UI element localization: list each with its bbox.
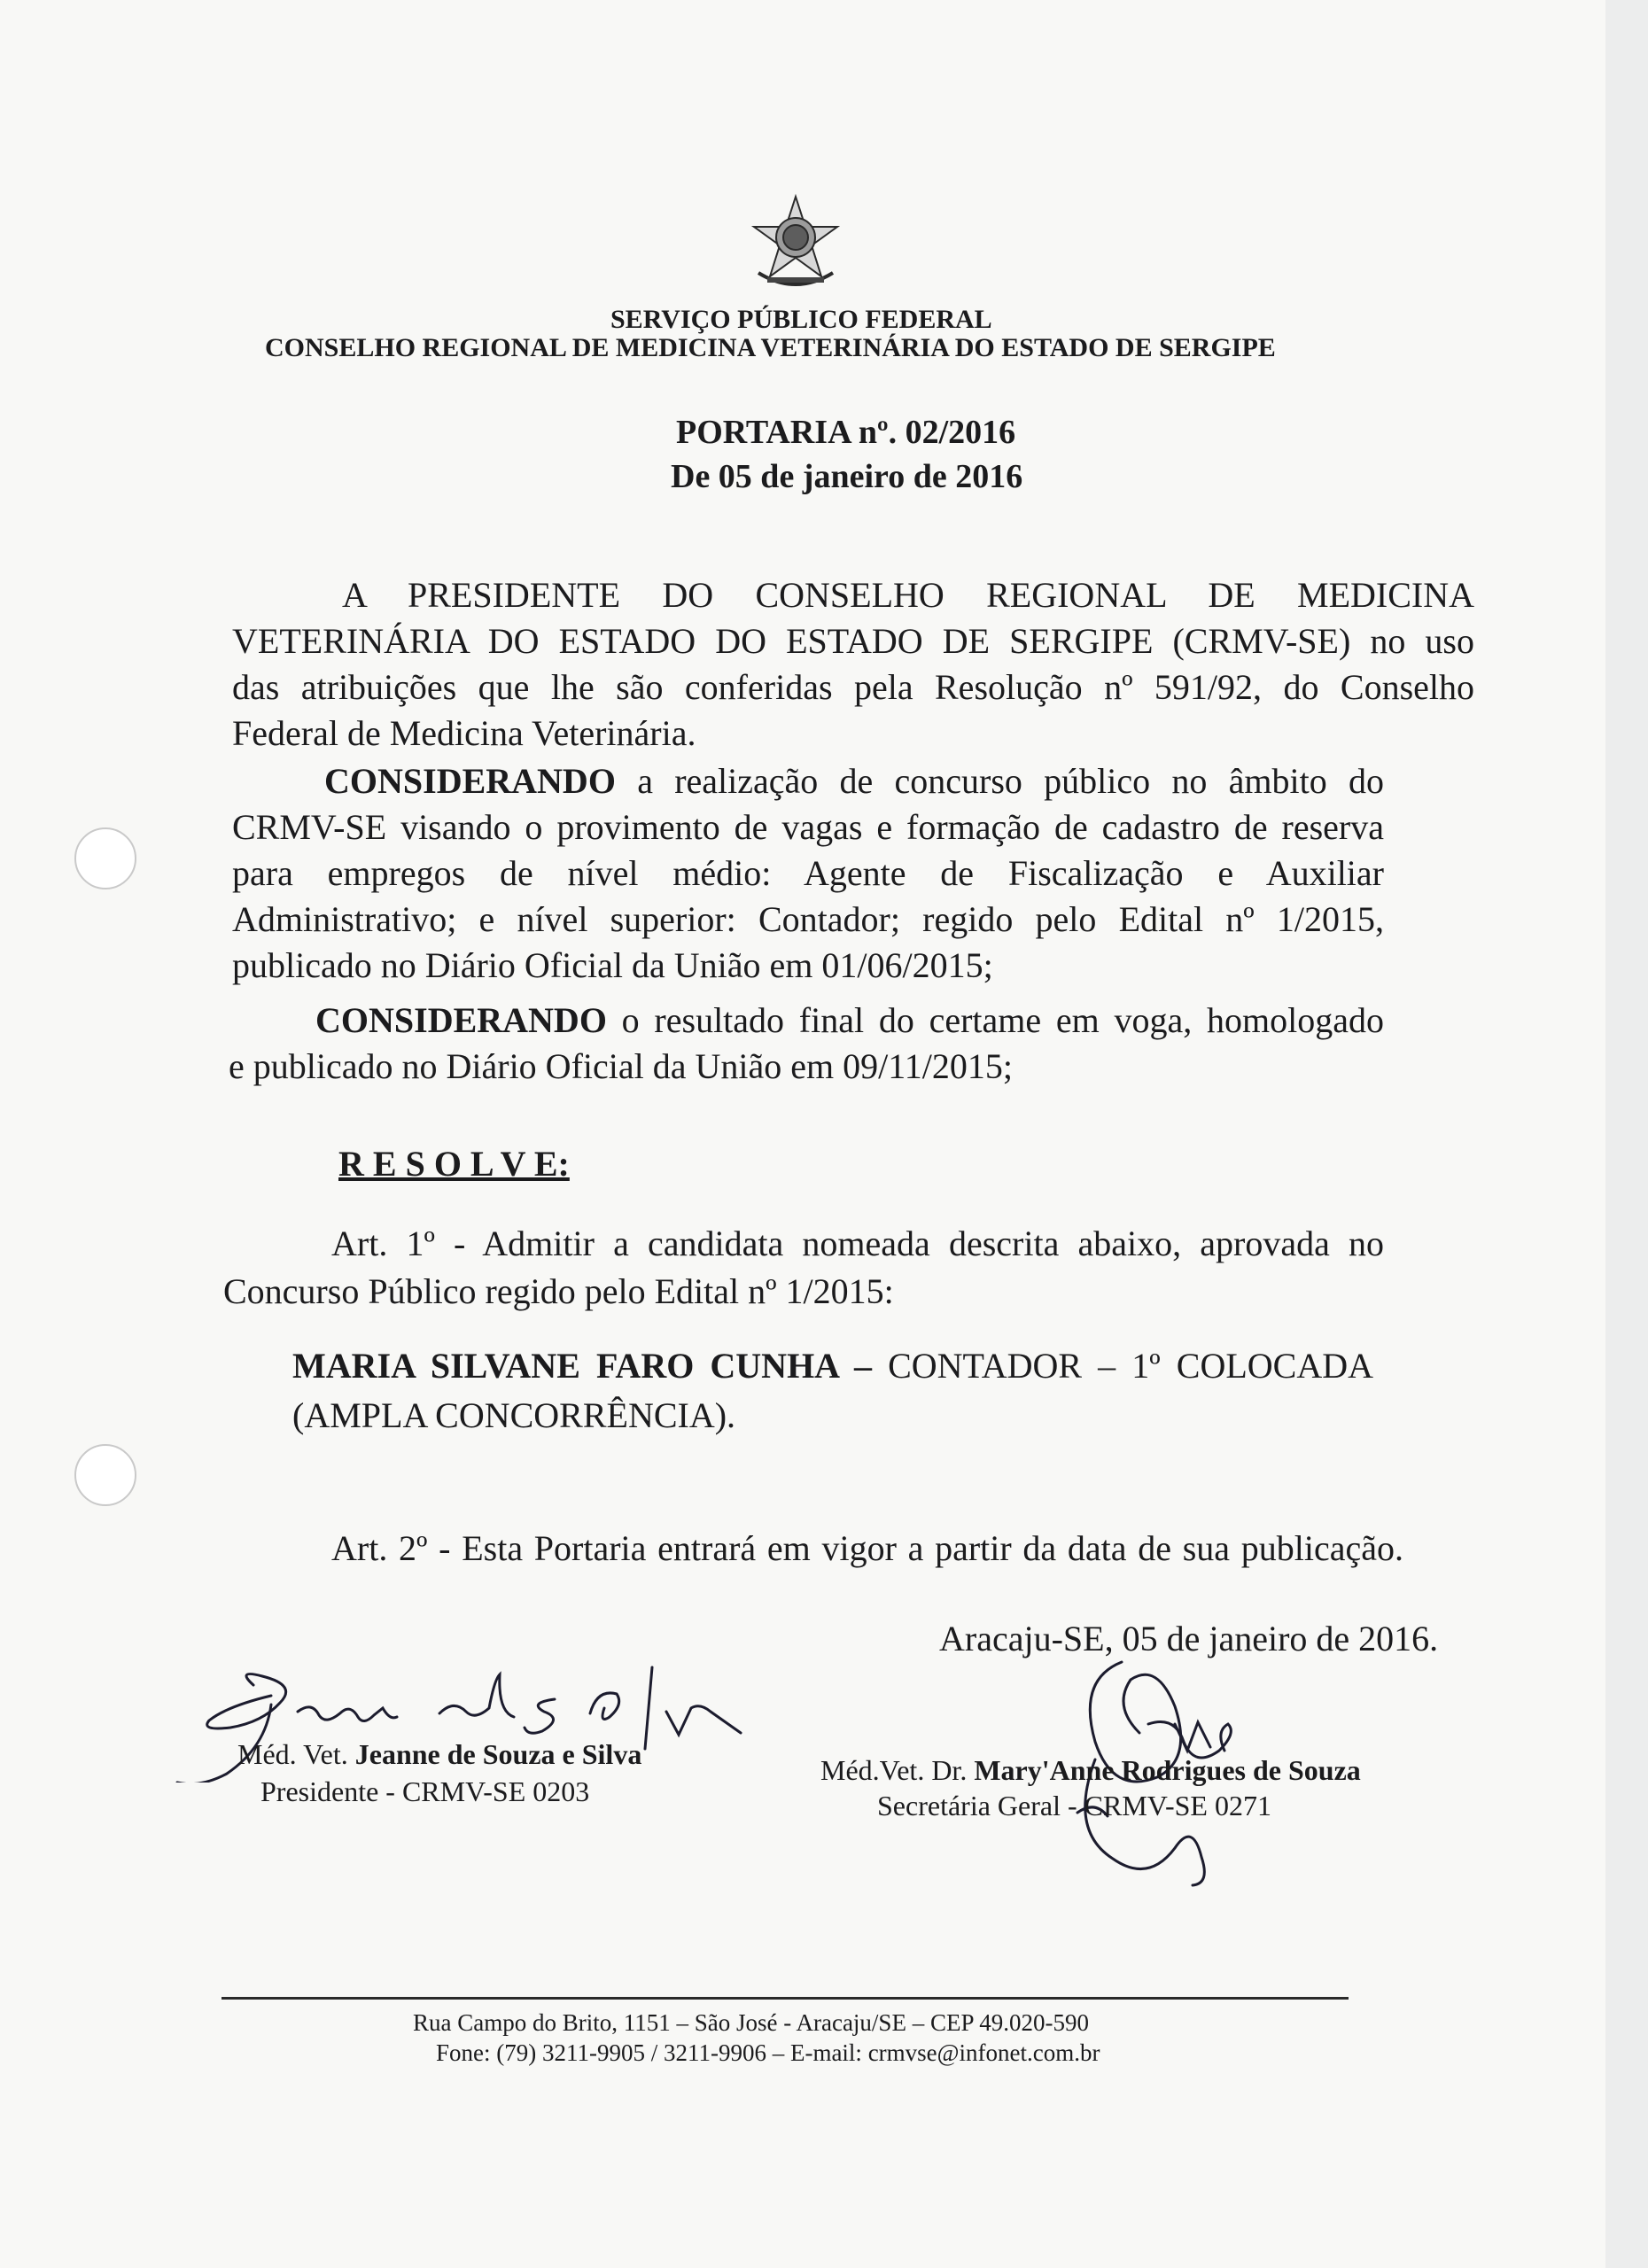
- considerando-line: [324, 760, 1384, 802]
- preamble-line: VETERINÁRIA DO ESTADO DO ESTADO DE SERGIPE (CRMV-SE) no uso: [232, 621, 1474, 661]
- resolve-heading: R E S O L V E:: [338, 1144, 570, 1184]
- article-2: Art. 2º - Esta Portaria entrará em vigor a partir da data de sua publicação.: [331, 1528, 1403, 1568]
- preamble-line: Federal de Medicina Veterinária.: [232, 713, 696, 753]
- considerando-line: Administrativo; e nível superior: Contador; regido pelo Edital nº 1/2015,: [232, 899, 1384, 939]
- portaria-date: De 05 de janeiro de 2016: [671, 458, 1023, 495]
- signatory-left-line: [237, 1738, 641, 1771]
- signatory-left-name: Jeanne de Souza e Silva: [354, 1738, 642, 1770]
- punch-hole: [74, 1444, 136, 1506]
- signatory-left-role: Presidente - CRMV-SE 0203: [260, 1775, 590, 1807]
- signatory-right-line: [820, 1754, 1361, 1787]
- service-heading: SERVIÇO PÚBLICO FEDERAL: [610, 305, 992, 334]
- footer-rule: [222, 1997, 1349, 2000]
- considerando-line: e publicado no Diário Oficial da União em 09/11/2015;: [229, 1046, 1013, 1086]
- candidate-line: [292, 1345, 1373, 1386]
- place-date: Aracaju-SE, 05 de janeiro de 2016.: [939, 1619, 1439, 1658]
- considerando-line: CRMV-SE visando o provimento de vagas e formação de cadastro de reserva: [232, 807, 1384, 847]
- preamble-line: A PRESIDENTE DO CONSELHO REGIONAL DE MEDICINA: [342, 575, 1474, 615]
- article-line: Concurso Público regido pelo Edital nº 1/2015:: [223, 1271, 894, 1311]
- footer-contact: Fone: (79) 3211-9905 / 3211-9906 – E-mail: crmvse@infonet.com.br: [436, 2039, 1100, 2066]
- considerando-keyword: CONSIDERANDO: [324, 761, 616, 801]
- considerando-line: [315, 999, 1384, 1041]
- portaria-number: PORTARIA nº. 02/2016: [676, 414, 1016, 451]
- footer-address: Rua Campo do Brito, 1151 – São José - Aracaju/SE – CEP 49.020-590: [413, 2009, 1089, 2036]
- candidate-name: MARIA SILVANE FARO CUNHA –: [292, 1346, 872, 1386]
- considerando-keyword: CONSIDERANDO: [315, 1000, 607, 1040]
- preamble-line: das atribuições que lhe são conferidas pela Resolução nº 591/92, do Conselho: [232, 667, 1474, 707]
- signatory-right-prefix: Méd.Vet. Dr.: [820, 1754, 975, 1786]
- signatory-right-name: Mary'Anne Rodrigues de Souza: [974, 1754, 1361, 1786]
- article-line: Art. 1º - Admitir a candidata nomeada descrita abaixo, aprovada no: [331, 1223, 1384, 1263]
- considerando-text: o resultado final do certame em voga, homologado: [606, 1000, 1384, 1040]
- considerando-line: para empregos de nível médio: Agente de Fiscalização e Auxiliar: [232, 853, 1384, 893]
- punch-hole: [74, 827, 136, 889]
- council-heading: CONSELHO REGIONAL DE MEDICINA VETERINÁRIA DO ESTADO DE SERGIPE: [265, 333, 1276, 362]
- signatory-left-prefix: Méd. Vet.: [237, 1738, 355, 1770]
- considerando-text: a realização de concurso público no âmbito do: [615, 761, 1384, 801]
- considerando-line: publicado no Diário Oficial da União em 01/06/2015;: [232, 945, 993, 985]
- candidate-position: CONTADOR – 1º COLOCADA: [871, 1346, 1373, 1386]
- coat-of-arms-icon: [742, 191, 849, 298]
- signatory-right-role: Secretária Geral - CRMV-SE 0271: [877, 1790, 1271, 1821]
- candidate-line: (AMPLA CONCORRÊNCIA).: [292, 1395, 736, 1435]
